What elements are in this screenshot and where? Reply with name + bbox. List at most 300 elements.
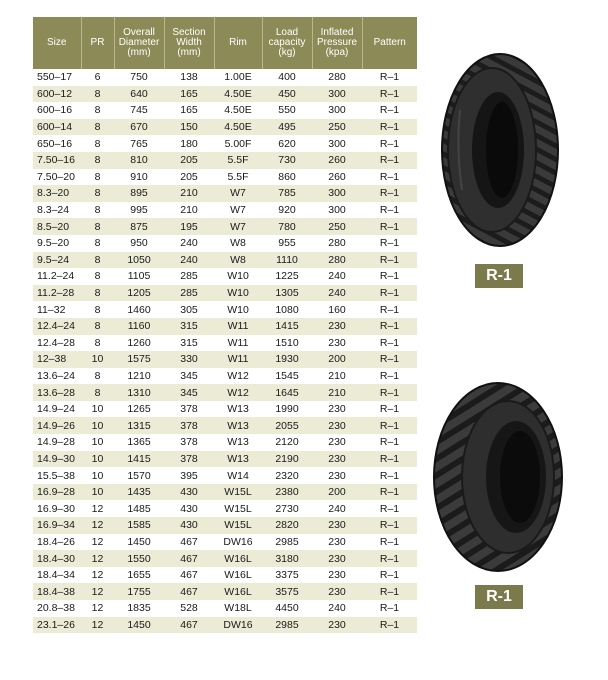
cell-section-width: 315 (164, 335, 214, 352)
cell-pr: 10 (81, 451, 114, 468)
table-row (33, 534, 417, 551)
cell-section-width: 430 (164, 484, 214, 501)
cell-size: 14.9–24 (33, 401, 81, 418)
cell-size: 12.4–28 (33, 335, 81, 352)
cell-load-capacity: 3575 (262, 583, 312, 600)
cell-pattern: R–1 (362, 318, 417, 335)
cell-inflated-pressure: 230 (312, 467, 362, 484)
cell-overall-diameter: 640 (114, 86, 164, 103)
cell-pr: 8 (81, 368, 114, 385)
cell-section-width: 315 (164, 318, 214, 335)
cell-pattern: R–1 (362, 202, 417, 219)
cell-inflated-pressure: 300 (312, 135, 362, 152)
cell-overall-diameter: 1585 (114, 517, 164, 534)
cell-load-capacity: 1110 (262, 252, 312, 269)
cell-pattern: R–1 (362, 119, 417, 136)
cell-inflated-pressure: 240 (312, 268, 362, 285)
cell-overall-diameter: 910 (114, 169, 164, 186)
cell-pr: 8 (81, 318, 114, 335)
cell-rim: DW16 (214, 617, 262, 634)
cell-rim: W16L (214, 550, 262, 567)
cell-pattern: R–1 (362, 401, 417, 418)
cell-inflated-pressure: 300 (312, 202, 362, 219)
cell-overall-diameter: 1575 (114, 351, 164, 368)
cell-pr: 10 (81, 401, 114, 418)
cell-rim: W13 (214, 401, 262, 418)
cell-section-width: 467 (164, 534, 214, 551)
cell-load-capacity: 3180 (262, 550, 312, 567)
cell-inflated-pressure: 210 (312, 384, 362, 401)
header-load-capacity: Load capacity (kg) (262, 17, 312, 69)
cell-load-capacity: 2120 (262, 434, 312, 451)
cell-inflated-pressure: 200 (312, 351, 362, 368)
cell-size: 8.3–20 (33, 185, 81, 202)
table-row (33, 335, 417, 352)
cell-size: 600–14 (33, 119, 81, 136)
cell-size: 9.5–24 (33, 252, 81, 269)
cell-size: 20.8–38 (33, 600, 81, 617)
cell-size: 7.50–16 (33, 152, 81, 169)
cell-size: 14.9–30 (33, 451, 81, 468)
table-row (33, 467, 417, 484)
table-row (33, 500, 417, 517)
cell-section-width: 430 (164, 517, 214, 534)
cell-rim: W12 (214, 384, 262, 401)
cell-section-width: 165 (164, 86, 214, 103)
table-row (33, 583, 417, 600)
cell-inflated-pressure: 250 (312, 119, 362, 136)
cell-size: 8.3–24 (33, 202, 81, 219)
cell-load-capacity: 955 (262, 235, 312, 252)
cell-pr: 10 (81, 484, 114, 501)
cell-overall-diameter: 750 (114, 69, 164, 86)
header-size: Size (33, 17, 81, 69)
cell-load-capacity: 2320 (262, 467, 312, 484)
cell-section-width: 395 (164, 467, 214, 484)
cell-section-width: 205 (164, 169, 214, 186)
cell-section-width: 378 (164, 401, 214, 418)
cell-pattern: R–1 (362, 434, 417, 451)
cell-size: 18.4–34 (33, 567, 81, 584)
cell-pr: 8 (81, 335, 114, 352)
cell-size: 7.50–20 (33, 169, 81, 186)
cell-pattern: R–1 (362, 235, 417, 252)
cell-overall-diameter: 995 (114, 202, 164, 219)
cell-pattern: R–1 (362, 351, 417, 368)
cell-section-width: 345 (164, 384, 214, 401)
cell-rim: W7 (214, 202, 262, 219)
cell-inflated-pressure: 260 (312, 152, 362, 169)
cell-overall-diameter: 1365 (114, 434, 164, 451)
cell-overall-diameter: 745 (114, 102, 164, 119)
cell-section-width: 378 (164, 417, 214, 434)
cell-inflated-pressure: 210 (312, 368, 362, 385)
cell-rim: 1.00E (214, 69, 262, 86)
cell-section-width: 467 (164, 617, 214, 634)
cell-load-capacity: 1305 (262, 285, 312, 302)
cell-section-width: 430 (164, 500, 214, 517)
cell-load-capacity: 1645 (262, 384, 312, 401)
table-row (33, 517, 417, 534)
cell-overall-diameter: 1415 (114, 451, 164, 468)
table-row (33, 351, 417, 368)
cell-rim: W13 (214, 417, 262, 434)
cell-load-capacity: 860 (262, 169, 312, 186)
cell-rim: 4.50E (214, 86, 262, 103)
table-row (33, 384, 417, 401)
cell-pr: 12 (81, 617, 114, 634)
cell-load-capacity: 1930 (262, 351, 312, 368)
table-row (33, 285, 417, 302)
header-inflated-pressure: Inflated Pressure (kpa) (312, 17, 362, 69)
cell-load-capacity: 2380 (262, 484, 312, 501)
cell-pattern: R–1 (362, 252, 417, 269)
cell-overall-diameter: 1460 (114, 301, 164, 318)
cell-size: 550–17 (33, 69, 81, 86)
cell-pr: 12 (81, 517, 114, 534)
cell-load-capacity: 495 (262, 119, 312, 136)
cell-inflated-pressure: 240 (312, 285, 362, 302)
cell-inflated-pressure: 230 (312, 583, 362, 600)
cell-pattern: R–1 (362, 500, 417, 517)
cell-pattern: R–1 (362, 617, 417, 634)
cell-size: 13.6–28 (33, 384, 81, 401)
cell-size: 12.4–24 (33, 318, 81, 335)
cell-size: 8.5–20 (33, 218, 81, 235)
cell-load-capacity: 2055 (262, 417, 312, 434)
cell-load-capacity: 450 (262, 86, 312, 103)
cell-rim: W7 (214, 218, 262, 235)
cell-inflated-pressure: 160 (312, 301, 362, 318)
cell-load-capacity: 1545 (262, 368, 312, 385)
table-row (33, 69, 417, 86)
cell-pattern: R–1 (362, 268, 417, 285)
cell-load-capacity: 730 (262, 152, 312, 169)
cell-load-capacity: 4450 (262, 600, 312, 617)
table-row (33, 484, 417, 501)
cell-pr: 8 (81, 102, 114, 119)
cell-rim: W10 (214, 268, 262, 285)
cell-rim: 5.5F (214, 152, 262, 169)
cell-section-width: 180 (164, 135, 214, 152)
header-rim: Rim (214, 17, 262, 69)
cell-size: 15.5–38 (33, 467, 81, 484)
cell-pattern: R–1 (362, 567, 417, 584)
cell-pattern: R–1 (362, 169, 417, 186)
cell-pattern: R–1 (362, 335, 417, 352)
table-row (33, 268, 417, 285)
tire-spec-table (33, 17, 417, 633)
cell-overall-diameter: 895 (114, 185, 164, 202)
cell-overall-diameter: 1260 (114, 335, 164, 352)
cell-size: 18.4–26 (33, 534, 81, 551)
cell-pr: 8 (81, 301, 114, 318)
cell-pr: 8 (81, 202, 114, 219)
cell-size: 11.2–24 (33, 268, 81, 285)
cell-load-capacity: 2985 (262, 617, 312, 634)
header-overall-diameter: Overall Diameter (mm) (114, 17, 164, 69)
cell-pr: 12 (81, 500, 114, 517)
table-row (33, 185, 417, 202)
cell-overall-diameter: 1205 (114, 285, 164, 302)
cell-rim: W11 (214, 318, 262, 335)
cell-overall-diameter: 670 (114, 119, 164, 136)
table-body (33, 69, 417, 633)
cell-pattern: R–1 (362, 152, 417, 169)
cell-section-width: 305 (164, 301, 214, 318)
cell-rim: W7 (214, 185, 262, 202)
cell-rim: W13 (214, 451, 262, 468)
cell-pattern: R–1 (362, 285, 417, 302)
cell-rim: 4.50E (214, 102, 262, 119)
cell-pr: 8 (81, 285, 114, 302)
table-row (33, 252, 417, 269)
cell-rim: 5.00F (214, 135, 262, 152)
cell-inflated-pressure: 300 (312, 102, 362, 119)
cell-overall-diameter: 1550 (114, 550, 164, 567)
cell-load-capacity: 2985 (262, 534, 312, 551)
cell-rim: W15L (214, 517, 262, 534)
cell-load-capacity: 780 (262, 218, 312, 235)
cell-rim: W13 (214, 434, 262, 451)
cell-section-width: 528 (164, 600, 214, 617)
cell-overall-diameter: 810 (114, 152, 164, 169)
cell-rim: DW16 (214, 534, 262, 551)
cell-size: 14.9–28 (33, 434, 81, 451)
table-row (33, 86, 417, 103)
cell-rim: W10 (214, 285, 262, 302)
cell-pr: 8 (81, 218, 114, 235)
cell-section-width: 378 (164, 451, 214, 468)
cell-pattern: R–1 (362, 218, 417, 235)
cell-section-width: 150 (164, 119, 214, 136)
cell-load-capacity: 1415 (262, 318, 312, 335)
cell-pr: 12 (81, 567, 114, 584)
cell-overall-diameter: 1315 (114, 417, 164, 434)
cell-pr: 10 (81, 467, 114, 484)
table-row (33, 451, 417, 468)
cell-overall-diameter: 1435 (114, 484, 164, 501)
wide-tractor-tire-image (428, 378, 566, 576)
table-row (33, 218, 417, 235)
cell-rim: W11 (214, 335, 262, 352)
cell-section-width: 285 (164, 268, 214, 285)
cell-overall-diameter: 1450 (114, 534, 164, 551)
cell-section-width: 467 (164, 550, 214, 567)
cell-pr: 8 (81, 86, 114, 103)
cell-section-width: 210 (164, 185, 214, 202)
cell-rim: W16L (214, 567, 262, 584)
cell-pr: 12 (81, 534, 114, 551)
narrow-tractor-tire-image (432, 50, 560, 250)
cell-pr: 10 (81, 417, 114, 434)
cell-load-capacity: 1080 (262, 301, 312, 318)
table-row (33, 152, 417, 169)
cell-overall-diameter: 875 (114, 218, 164, 235)
cell-size: 18.4–30 (33, 550, 81, 567)
cell-size: 16.9–34 (33, 517, 81, 534)
table-row (33, 600, 417, 617)
cell-pattern: R–1 (362, 517, 417, 534)
cell-load-capacity: 785 (262, 185, 312, 202)
cell-pattern: R–1 (362, 417, 417, 434)
cell-rim: W18L (214, 600, 262, 617)
cell-load-capacity: 3375 (262, 567, 312, 584)
cell-load-capacity: 920 (262, 202, 312, 219)
cell-size: 600–12 (33, 86, 81, 103)
cell-rim: 5.5F (214, 169, 262, 186)
table-row (33, 550, 417, 567)
table-row (33, 368, 417, 385)
cell-pr: 8 (81, 135, 114, 152)
cell-section-width: 285 (164, 285, 214, 302)
cell-load-capacity: 1510 (262, 335, 312, 352)
cell-pattern: R–1 (362, 185, 417, 202)
cell-size: 14.9–26 (33, 417, 81, 434)
cell-pattern: R–1 (362, 451, 417, 468)
table-row (33, 102, 417, 119)
cell-section-width: 205 (164, 152, 214, 169)
table-row (33, 135, 417, 152)
cell-size: 650–16 (33, 135, 81, 152)
cell-pattern: R–1 (362, 86, 417, 103)
cell-pattern: R–1 (362, 467, 417, 484)
cell-pattern: R–1 (362, 484, 417, 501)
cell-inflated-pressure: 230 (312, 567, 362, 584)
table-row (33, 119, 417, 136)
cell-pattern: R–1 (362, 600, 417, 617)
header-pr: PR (81, 17, 114, 69)
cell-rim: W14 (214, 467, 262, 484)
cell-inflated-pressure: 280 (312, 235, 362, 252)
cell-section-width: 378 (164, 434, 214, 451)
cell-inflated-pressure: 200 (312, 484, 362, 501)
cell-section-width: 210 (164, 202, 214, 219)
header-pattern: Pattern (362, 17, 417, 69)
cell-inflated-pressure: 230 (312, 550, 362, 567)
cell-rim: W10 (214, 301, 262, 318)
cell-pr: 8 (81, 384, 114, 401)
cell-pattern: R–1 (362, 102, 417, 119)
cell-inflated-pressure: 230 (312, 517, 362, 534)
cell-rim: W12 (214, 368, 262, 385)
cell-pr: 12 (81, 600, 114, 617)
cell-pr: 8 (81, 185, 114, 202)
cell-pr: 8 (81, 235, 114, 252)
table-row (33, 567, 417, 584)
cell-size: 16.9–30 (33, 500, 81, 517)
cell-size: 23.1–26 (33, 617, 81, 634)
cell-section-width: 467 (164, 567, 214, 584)
table-header-row (33, 17, 417, 69)
cell-overall-diameter: 1105 (114, 268, 164, 285)
cell-section-width: 138 (164, 69, 214, 86)
cell-rim: 4.50E (214, 119, 262, 136)
cell-size: 13.6–24 (33, 368, 81, 385)
cell-pr: 8 (81, 268, 114, 285)
cell-size: 16.9–28 (33, 484, 81, 501)
cell-section-width: 240 (164, 252, 214, 269)
cell-inflated-pressure: 230 (312, 417, 362, 434)
cell-section-width: 345 (164, 368, 214, 385)
cell-pattern: R–1 (362, 550, 417, 567)
cell-size: 11–32 (33, 301, 81, 318)
cell-pattern: R–1 (362, 69, 417, 86)
cell-section-width: 467 (164, 583, 214, 600)
cell-overall-diameter: 1570 (114, 467, 164, 484)
cell-load-capacity: 2820 (262, 517, 312, 534)
table-row (33, 318, 417, 335)
table-row (33, 401, 417, 418)
cell-overall-diameter: 1485 (114, 500, 164, 517)
table-row (33, 417, 417, 434)
cell-inflated-pressure: 230 (312, 318, 362, 335)
cell-overall-diameter: 1265 (114, 401, 164, 418)
header-section-width: Section Width (mm) (164, 17, 214, 69)
cell-pattern: R–1 (362, 368, 417, 385)
cell-overall-diameter: 1160 (114, 318, 164, 335)
cell-pattern: R–1 (362, 135, 417, 152)
cell-pr: 10 (81, 351, 114, 368)
cell-load-capacity: 2730 (262, 500, 312, 517)
cell-pr: 8 (81, 252, 114, 269)
cell-pr: 8 (81, 169, 114, 186)
cell-load-capacity: 550 (262, 102, 312, 119)
pattern-badge-1: R-1 (475, 264, 523, 288)
cell-overall-diameter: 1310 (114, 384, 164, 401)
cell-inflated-pressure: 240 (312, 600, 362, 617)
cell-section-width: 330 (164, 351, 214, 368)
cell-load-capacity: 1225 (262, 268, 312, 285)
table-row (33, 169, 417, 186)
cell-overall-diameter: 1755 (114, 583, 164, 600)
cell-load-capacity: 620 (262, 135, 312, 152)
cell-load-capacity: 2190 (262, 451, 312, 468)
cell-size: 600–16 (33, 102, 81, 119)
table-row (33, 434, 417, 451)
cell-overall-diameter: 1210 (114, 368, 164, 385)
cell-inflated-pressure: 230 (312, 617, 362, 634)
cell-pr: 12 (81, 583, 114, 600)
cell-inflated-pressure: 230 (312, 335, 362, 352)
cell-section-width: 165 (164, 102, 214, 119)
cell-section-width: 240 (164, 235, 214, 252)
cell-rim: W15L (214, 500, 262, 517)
cell-size: 12–38 (33, 351, 81, 368)
cell-pr: 10 (81, 434, 114, 451)
cell-pattern: R–1 (362, 301, 417, 318)
cell-load-capacity: 1990 (262, 401, 312, 418)
cell-inflated-pressure: 300 (312, 86, 362, 103)
cell-size: 9.5–20 (33, 235, 81, 252)
cell-overall-diameter: 950 (114, 235, 164, 252)
cell-rim: W11 (214, 351, 262, 368)
table-row (33, 301, 417, 318)
cell-overall-diameter: 1835 (114, 600, 164, 617)
pattern-badge-2: R-1 (475, 585, 523, 609)
cell-load-capacity: 400 (262, 69, 312, 86)
cell-inflated-pressure: 300 (312, 185, 362, 202)
cell-overall-diameter: 1450 (114, 617, 164, 634)
cell-pr: 12 (81, 550, 114, 567)
cell-inflated-pressure: 240 (312, 500, 362, 517)
cell-inflated-pressure: 250 (312, 218, 362, 235)
cell-inflated-pressure: 280 (312, 252, 362, 269)
cell-inflated-pressure: 230 (312, 434, 362, 451)
cell-inflated-pressure: 280 (312, 69, 362, 86)
cell-size: 11.2–28 (33, 285, 81, 302)
cell-rim: W16L (214, 583, 262, 600)
